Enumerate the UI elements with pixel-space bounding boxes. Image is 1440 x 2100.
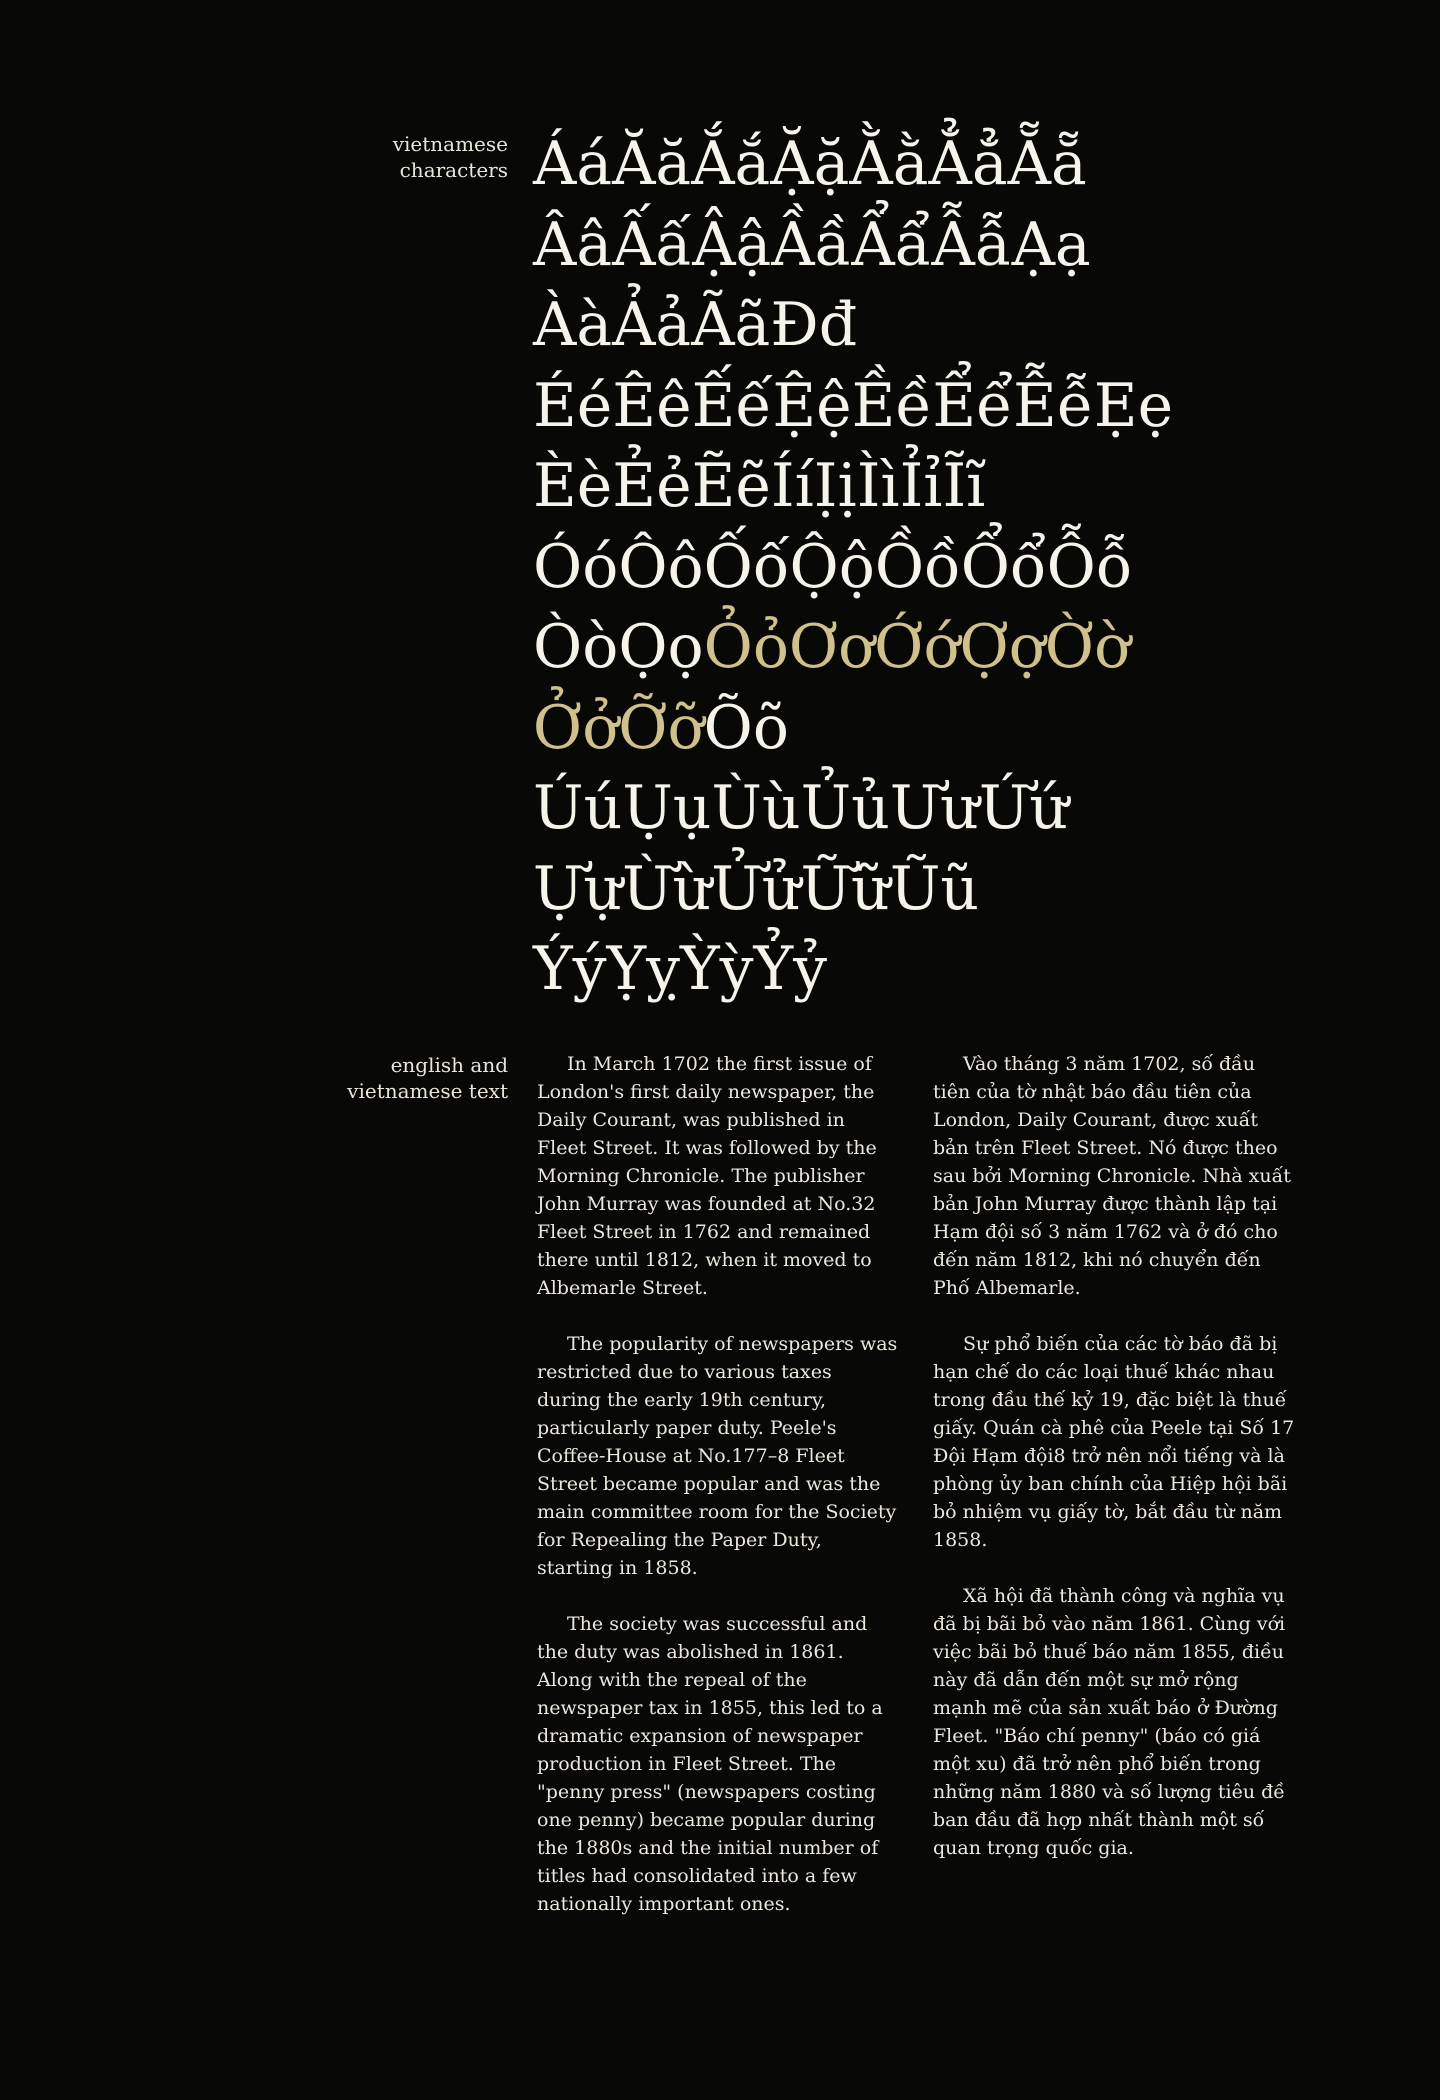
glyph-line-e: ÉéÊêẾếỆệỀềỂểỄễẸẹ	[533, 370, 1174, 441]
glyph-line-a-circumflex: ÂâẤấẬậẦầẨẩẪẫẠạ	[533, 209, 1091, 280]
vietnamese-paragraph-3: Xã hội đã thành công và nghĩa vụ đã bị bãi bỏ vào năm 1861. Cùng với việc bãi bỏ thuế báo năm 1855, điều này đã dẫn đến một sự mở rộng mạnh mẽ của sản xuất báo ở Đường Fleet. "Báo chí penny" (báo có giá một xu) đã trở nên phổ biến trong những năm 1880 và số lượng tiêu đề ban đầu đã hợp nhất thành một số quan trọng quốc gia.	[933, 1585, 1286, 1859]
glyph-line-o-horn-tilde	[533, 688, 1413, 769]
vietnamese-paragraph-1: Vào tháng 3 năm 1702, số đầu tiên của tờ nhật báo đầu tiên của London, Daily Courant, được xuất bản trên Fleet Street. Nó được theo sau bởi Morning Chronicle. Nhà xuất bản John Murray được thành lập tại Hạm đội số 3 năm 1762 và ở đó cho đến năm 1812, khi nó chuyển đến Phố Albemarle.	[933, 1053, 1291, 1299]
english-paragraph-1: In March 1702 the first issue of London's first daily newspaper, the Daily Courant, was published in Fleet Street. It was followed by the Morning Chronicle. The publisher John Murray was founded at No.32 Fleet Street in 1762 and remained there until 1812, when it moved to Albemarle Street.	[537, 1053, 877, 1299]
english-vietnamese-text-label	[308, 1052, 508, 1104]
glyph-line-y: ÝýỴỵỲỳỶỷ	[533, 934, 828, 1004]
label-line: english and	[390, 1053, 508, 1077]
label-line: characters	[399, 158, 508, 182]
english-paragraph-3: The society was successful and the duty was abolished in 1861. Along with the repeal of the newspaper tax in 1855, this led to a dramatic expansion of newspaper production in Fleet Street. The "penny press" (newspapers costing one penny) became popular during the 1880s and the initial number of titles had consolidated into a few nationally important ones.	[537, 1613, 883, 1915]
glyph-line-a-breve: ÁáĂăẮắẶặẰằẲẳẴẵ	[533, 129, 1087, 199]
glyph-line-a-grave-d: ÀàẢảÃãĐđ	[533, 290, 858, 360]
vietnamese-characters-label	[308, 131, 508, 183]
glyph-line-u-horn: ỰựỪừỬửỮữŨũ	[533, 853, 980, 924]
glyph-line-e-i: ÈèẺẻẼẽÍíỊịÌìỈỉĨĩ	[533, 451, 986, 521]
english-paragraph-2: The popularity of newspapers was restricted due to various taxes during the early 19th century, particularly paper duty. Peele's Coffee-House at No.177–8 Fleet Street became popular and was the main committee room for the Society for Repealing the Paper Duty, starting in 1858.	[537, 1333, 898, 1579]
vietnamese-paragraph-2: Sự phổ biến của các tờ báo đã bị hạn chế do các loại thuế khác nhau trong đầu thế kỷ 19, đặc biệt là thuế giấy. Quán cà phê của Peele tại Số 17 Đội Hạm đội8 trở nên nổi tiếng và là phòng ủy ban chính của Hiệp hội bãi bỏ nhiệm vụ giấy tờ, bắt đầu từ năm 1858.	[933, 1333, 1295, 1551]
label-line: vietnamese	[392, 132, 508, 156]
english-text-column	[537, 1050, 899, 1946]
vietnamese-glyph-specimen	[533, 124, 1413, 1010]
glyph-line-o-circumflex: ÓóÔôỐốỘộỒồỔổỖỗ	[533, 531, 1133, 602]
label-line: vietnamese text	[347, 1079, 508, 1103]
glyph-line-o-horn	[533, 607, 1413, 688]
vietnamese-text-column	[933, 1050, 1295, 1890]
glyph-run-plain: ÒòỌọ	[533, 612, 704, 682]
glyph-run-highlighted: ỎỏƠơỚớỢợỜờ	[703, 612, 1131, 682]
glyph-run-highlighted: ỞởỠỡ	[533, 692, 704, 763]
glyph-run-plain: Õõ	[703, 692, 789, 763]
glyph-line-u: ÚúỤụÙùỦủƯưỨứ	[533, 773, 1069, 843]
